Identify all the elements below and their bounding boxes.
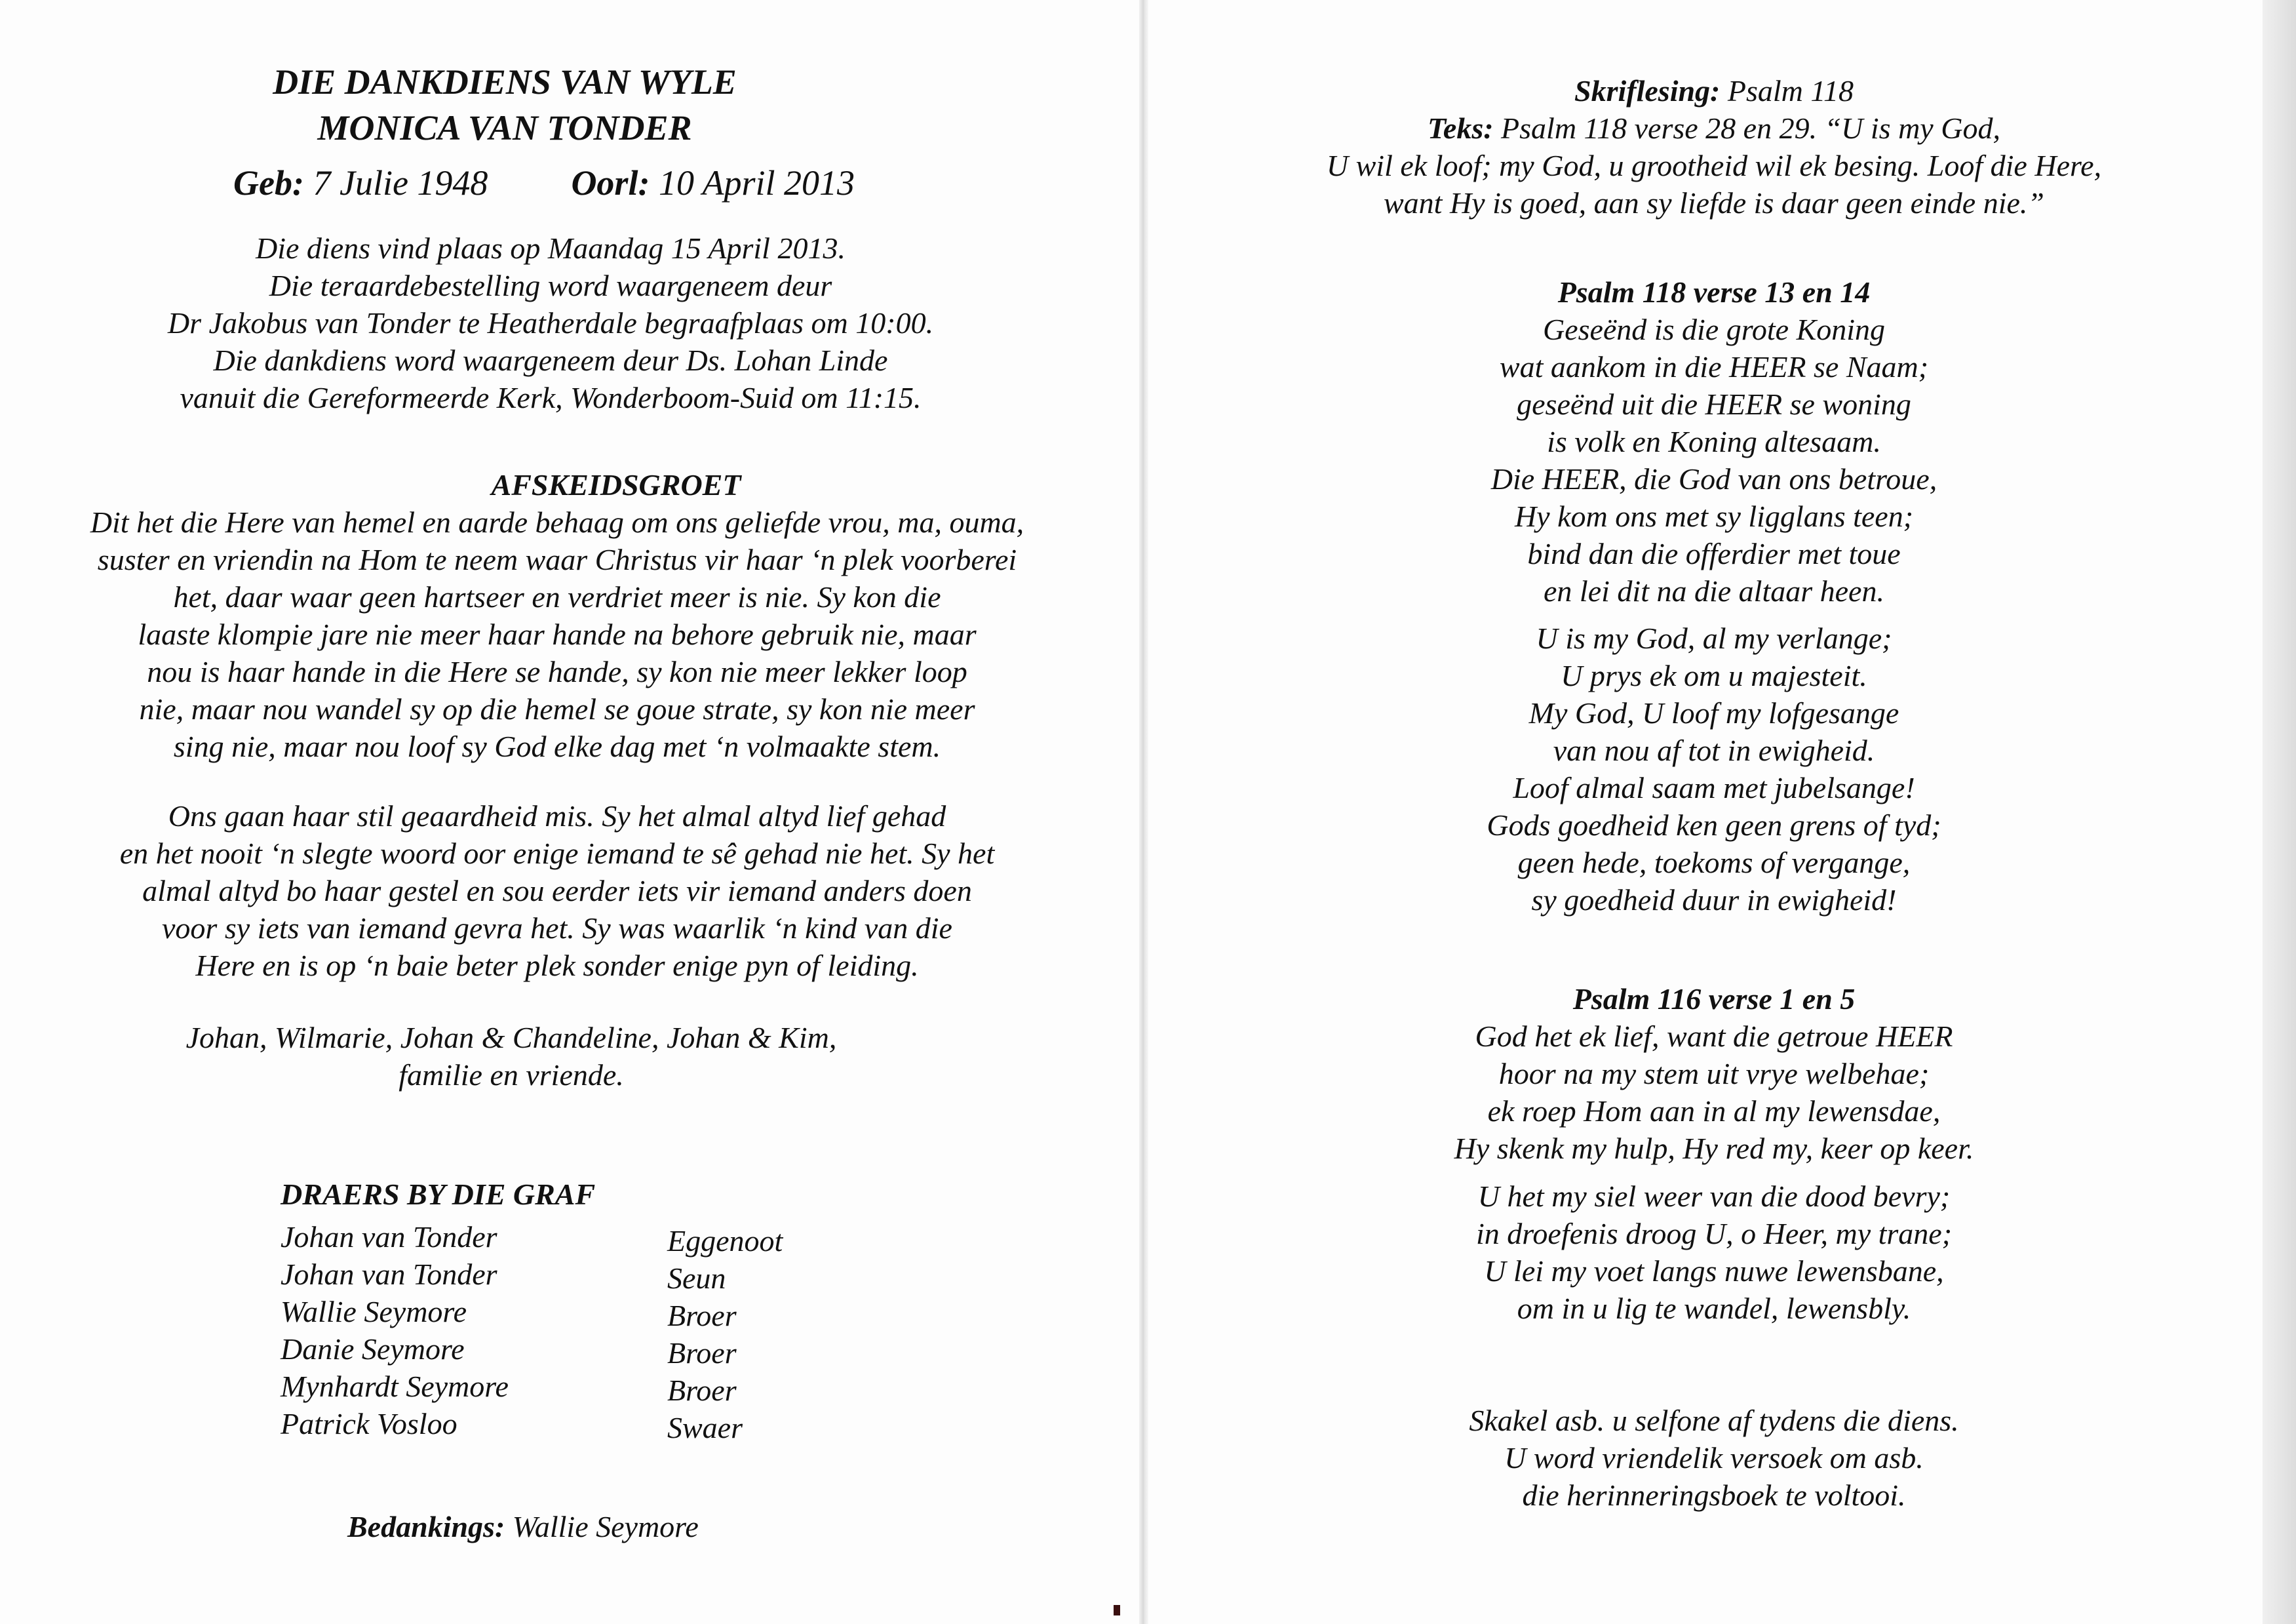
verse-line: bind dan die offerdier met toue bbox=[1527, 537, 1901, 570]
title-line: MONICA VAN TONDER bbox=[317, 108, 692, 148]
service-line: Die diens vind plaas op Maandag 15 April 2013. bbox=[256, 231, 846, 265]
reading-line bbox=[1249, 72, 2179, 109]
hymn1-stanza-1 bbox=[1249, 311, 2179, 610]
farewell-line: nie, maar nou wandel sy op die hemel se goue strate, sy kon nie meer bbox=[139, 692, 975, 726]
verse-line: U is my God, al my verlange; bbox=[1536, 622, 1892, 655]
family-signature bbox=[131, 1019, 891, 1094]
reading-value: Psalm 118 bbox=[1727, 74, 1854, 108]
bearer-relation: Seun bbox=[667, 1261, 726, 1295]
verse-line: Geseënd is die grote Koning bbox=[1542, 313, 1886, 346]
farewell-line: Dit het die Here van hemel en aarde behaag om ons geliefde vrou, ma, ouma, bbox=[90, 505, 1024, 539]
closing-line: U word vriendelik versoek om asb. bbox=[1504, 1441, 1924, 1475]
bearer-row bbox=[281, 1368, 870, 1405]
verse-line: van nou af tot in ewigheid. bbox=[1553, 734, 1875, 767]
service-line: Die dankdiens word waargeneem deur Ds. Lohan Linde bbox=[213, 344, 888, 377]
died-value: 10 April 2013 bbox=[658, 163, 855, 203]
verse-line: U lei my voet langs nuwe lewensbane, bbox=[1484, 1254, 1944, 1288]
family-line: Johan, Wilmarie, Johan & Chandeline, Johan & Kim, bbox=[185, 1021, 837, 1054]
verse-line: U prys ek om u majesteit. bbox=[1561, 659, 1867, 692]
farewell-line: voor sy iets van iemand gevra het. Sy was waarlik ‘n kind van die bbox=[162, 911, 952, 945]
left-page bbox=[0, 0, 1144, 1624]
closing-line: Skakel asb. u selfone af tydens die diens. bbox=[1469, 1404, 1959, 1437]
verse-line: Hy kom ons met sy ligglans teen; bbox=[1514, 500, 1914, 533]
thanks-line bbox=[347, 1508, 699, 1545]
verse-line: is volk en Koning altesaam. bbox=[1547, 425, 1881, 458]
bearer-row bbox=[281, 1405, 870, 1442]
born-label: Geb: bbox=[233, 163, 304, 203]
hymn2-heading: Psalm 116 verse 1 en 5 bbox=[1572, 982, 1856, 1016]
farewell-line: almal altyd bo haar gestel en sou eerder iets vir iemand anders doen bbox=[142, 874, 972, 907]
hymn1-heading: Psalm 118 verse 13 en 14 bbox=[1557, 275, 1871, 309]
hymn2-stanza-1 bbox=[1249, 1018, 2179, 1167]
family-line: familie en vriende. bbox=[399, 1058, 624, 1092]
verse-line: Gods goedheid ken geen grens of tyd; bbox=[1487, 808, 1941, 842]
verse-line: geseënd uit die HEER se woning bbox=[1517, 387, 1911, 421]
service-line: vanuit die Gereformeerde Kerk, Wonderboom-Suid om 11:15. bbox=[180, 381, 922, 414]
verse-line: Hy skenk my hulp, Hy red my, keer op keer. bbox=[1454, 1132, 1974, 1165]
verse-line: U het my siel weer van die dood bevry; bbox=[1477, 1179, 1951, 1213]
farewell-line: het, daar waar geen hartseer en verdriet meer is nie. Sy kon die bbox=[173, 580, 941, 614]
bearer-name: Johan van Tonder bbox=[281, 1258, 497, 1291]
title bbox=[210, 59, 800, 151]
verse-line: in droefenis droog U, o Heer, my trane; bbox=[1475, 1217, 1953, 1250]
farewell-line: sing nie, maar nou loof sy God elke dag met ‘n volmaakte stem. bbox=[173, 730, 941, 763]
verse-line: hoor na my stem uit vrye welbehae; bbox=[1498, 1057, 1930, 1090]
verse-line: My God, U loof my lofgesange bbox=[1528, 696, 1899, 730]
text-line: want Hy is goed, aan sy liefde is daar geen einde nie.” bbox=[1383, 186, 2044, 220]
bearer-row bbox=[281, 1330, 870, 1368]
farewell-line: Here en is op ‘n baie beter plek sonder enige pyn of leiding. bbox=[195, 949, 919, 982]
farewell-paragraph-1 bbox=[39, 504, 1075, 765]
hymn1-stanza-2 bbox=[1249, 620, 2179, 919]
closing-line: die herinneringsboek te voltooi. bbox=[1522, 1478, 1906, 1512]
bearer-relation: Eggenoot bbox=[667, 1224, 783, 1258]
dates-row bbox=[210, 163, 878, 203]
bearer-row bbox=[281, 1293, 870, 1330]
text-first: Psalm 118 verse 28 en 29. “U is my God, bbox=[1501, 111, 2000, 145]
bearer-relation: Broer bbox=[667, 1299, 737, 1332]
verse-line: ek roep Hom aan in al my lewensdae, bbox=[1487, 1094, 1941, 1128]
verse-line: geen hede, toekoms of vergange, bbox=[1517, 846, 1911, 879]
farewell-line: nou is haar hande in die Here se hande, sy kon nie meer lekker loop bbox=[147, 655, 967, 688]
bearer-row bbox=[281, 1256, 870, 1293]
bearer-relation: Broer bbox=[667, 1336, 737, 1370]
right-page bbox=[1144, 0, 2296, 1624]
verse-line: Loof almal saam met jubelsange! bbox=[1513, 771, 1915, 804]
service-details bbox=[131, 229, 970, 416]
verse-line: en lei dit na die altaar heen. bbox=[1544, 574, 1884, 608]
thanks-label: Bedankings: bbox=[347, 1510, 505, 1543]
farewell-heading: AFSKEIDSGROET bbox=[491, 468, 741, 502]
verse-line: Die HEER, die God van ons betroue, bbox=[1490, 462, 1937, 496]
bearer-relation: Broer bbox=[667, 1374, 737, 1407]
thanks-value: Wallie Seymore bbox=[512, 1510, 699, 1543]
bearer-name: Wallie Seymore bbox=[281, 1295, 467, 1328]
farewell-line: suster en vriendin na Hom te neem waar Christus vir haar ‘n plek voorberei bbox=[97, 543, 1017, 576]
service-line: Die teraardebestelling word waargeneem deur bbox=[269, 269, 832, 302]
bearer-relation: Swaer bbox=[667, 1411, 743, 1444]
bearer-name: Johan van Tonder bbox=[281, 1220, 497, 1254]
farewell-line: Ons gaan haar stil geaardheid mis. Sy het almal altyd lief gehad bbox=[168, 799, 946, 833]
verse-line: wat aankom in die HEER se Naam; bbox=[1499, 350, 1929, 384]
title-line: DIE DANKDIENS VAN WYLE bbox=[273, 62, 737, 102]
reading-label: Skriflesing: bbox=[1574, 74, 1721, 108]
bearer-name: Patrick Vosloo bbox=[281, 1407, 457, 1440]
verse-line: God het ek lief, want die getroue HEER bbox=[1475, 1020, 1953, 1053]
farewell-line: en het nooit ‘n slegte woord oor enige iemand te sê gehad nie het. Sy het bbox=[119, 837, 995, 870]
text-line: U wil ek loof; my God, u grootheid wil ek besing. Loof die Here, bbox=[1326, 149, 2102, 182]
farewell-line: laaste klompie jare nie meer haar hande na behore gebruik nie, maar bbox=[138, 618, 977, 651]
fold-mark bbox=[1114, 1605, 1120, 1615]
verse-line: om in u lig te wandel, lewensbly. bbox=[1517, 1292, 1911, 1325]
bearer-row bbox=[281, 1218, 870, 1256]
text-line bbox=[1249, 109, 2179, 147]
hymn2-stanza-2 bbox=[1249, 1178, 2179, 1327]
bearers-heading: DRAERS BY DIE GRAF bbox=[281, 1178, 596, 1211]
closing-note bbox=[1249, 1402, 2179, 1514]
born-value: 7 Julie 1948 bbox=[313, 163, 488, 203]
bearer-name: Mynhardt Seymore bbox=[281, 1370, 509, 1403]
farewell-paragraph-2 bbox=[39, 797, 1075, 984]
service-line: Dr Jakobus van Tonder te Heatherdale begraafplaas om 10:00. bbox=[167, 306, 934, 340]
bearers-list bbox=[281, 1218, 870, 1442]
died-label: Oorl: bbox=[571, 163, 650, 203]
verse-line: sy goedheid duur in ewigheid! bbox=[1531, 883, 1897, 917]
bearer-name: Danie Seymore bbox=[281, 1332, 465, 1366]
text-label: Teks: bbox=[1428, 111, 1494, 145]
scripture-reading bbox=[1249, 72, 2179, 222]
